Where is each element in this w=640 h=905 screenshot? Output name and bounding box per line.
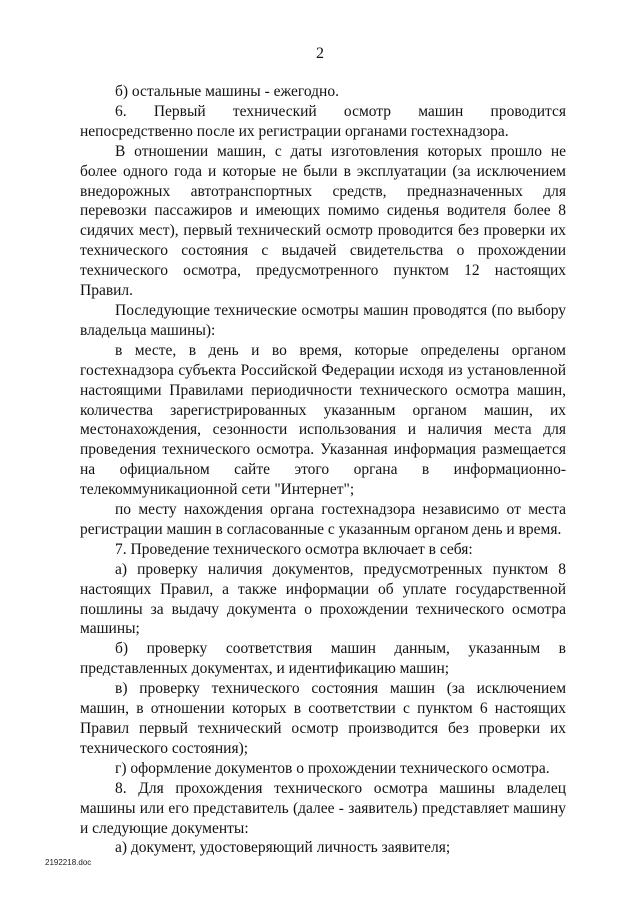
paragraph-new-machines: В отношении машин, с даты изготовления которых прошло не более одного года и которые не были в эксплуатации (за исключением внедорожных автотранспортных средств, предназначенных для перевозки пассажиров и имеющих помимо сиденья водителя более 8 сидячих мест), первый технический осмотр проводится без проверки их технического состояния с выдачей свидетельства о прохождении технического осмотра, предусмотренного пунктом 12 настоящих Правил. — [80, 142, 566, 300]
paragraph-item-b-compliance: б) проверку соответствия машин данным, указанным в представленных документах, и идентификацию машин; — [80, 640, 566, 678]
page-number: 2 — [316, 45, 324, 62]
paragraph-subsequent-inspections: Последующие технические осмотры машин проводятся (по выбору владельца машины): — [80, 301, 566, 339]
paragraph-location-authority: по месту нахождения органа гостехнадзора независимо от места регистрации машин в согласованные с указанным органом день и время. — [80, 501, 566, 538]
paragraph-item-a-documents: а) проверку наличия документов, предусмотренных пунктом 8 настоящих Правил, а также информации об уплате государственной пошлины за выдачу документа о прохождении технического осмотра машины; — [80, 560, 566, 638]
paragraph-item-a-identity: а) документ, удостоверяющий личность заявителя; — [115, 839, 451, 857]
footer-filename: 2192218.doc — [45, 858, 92, 867]
paragraph-clause-8: 8. Для прохождения технического осмотра машины владелец машины или его представитель (далее - заявитель) представляет машину и следующие документы: — [80, 779, 566, 837]
paragraph-clause-6: 6. Первый технический осмотр машин проводится непосредственно после их регистрации органами гостехнадзора. — [80, 102, 566, 140]
paragraph-place-day-time: в месте, в день и во время, которые определены органом гостехнадзора субъекта Российской Федерации исходя из установленной настоящими Правилами периодичности технического осмотра машин, количества зарегистрированных указанным органом машин, их местонахождения, сезонности использования и наличия места для проведения технического осмотра. Указанная информация размещается на официальном сайте этого органа в информационно-телекоммуникационной сети "Интернет"; — [80, 341, 566, 499]
paragraph-item-g-paperwork: г) оформление документов о прохождении технического осмотра. — [115, 759, 550, 777]
document-body — [80, 82, 566, 858]
paragraph-clause-7: 7. Проведение технического осмотра включает в себя: — [115, 540, 473, 558]
paragraph-item-b-annual: б) остальные машины - ежегодно. — [115, 83, 339, 100]
paragraph-item-v-technical-state: в) проверку технического состояния машин (за исключением машин, в отношении которых в соответствии с пунктом 6 настоящих Правил первый технический осмотр производится без проверки их технического состояния); — [80, 680, 566, 757]
